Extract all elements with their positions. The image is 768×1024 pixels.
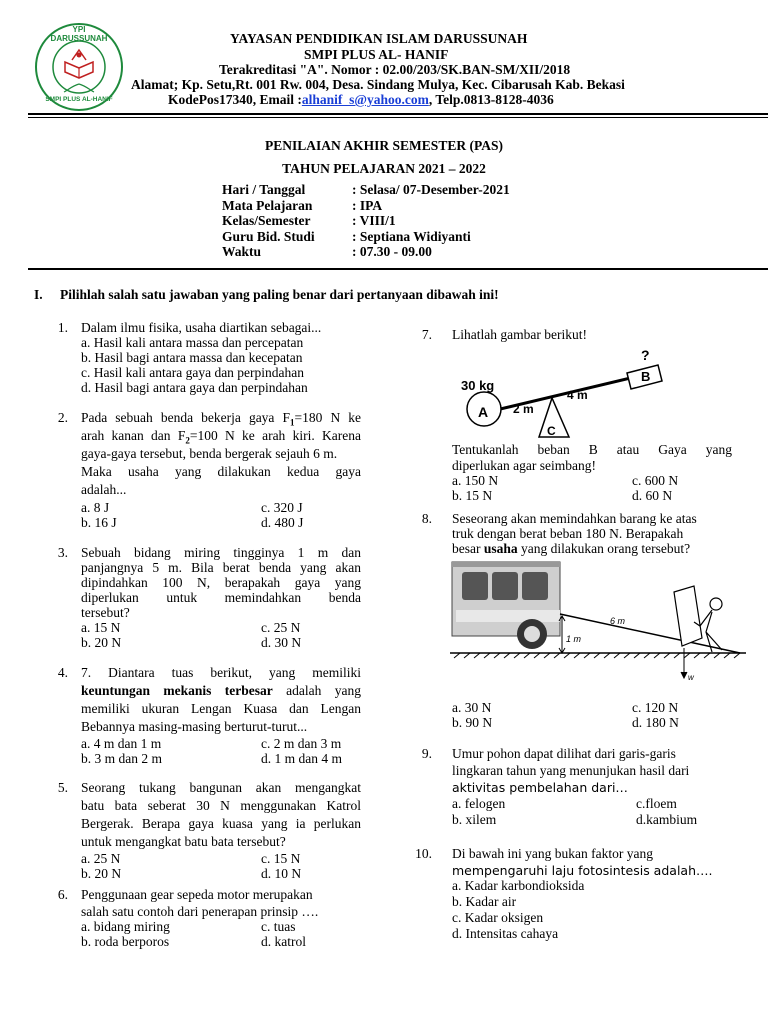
option-c[interactable]: c. Kadar oksigen (452, 910, 544, 925)
option-b[interactable]: b. xilem (452, 812, 497, 827)
option-c[interactable]: c. 600 N (632, 473, 679, 488)
school-address: Alamat; Kp. Setu,Rt. 001 Rw. 004, Desa. Sindang Mulya, Kec. Cibarusah Kab. Bekasi (131, 77, 625, 92)
option-a[interactable]: a. Hasil kali antara massa dan percepatan (81, 335, 304, 350)
question-number: 4. (57, 665, 68, 680)
option-a[interactable]: a. 150 N (452, 473, 499, 488)
option-b[interactable]: b. 20 N (81, 635, 122, 650)
logo-top-text: YPI DARUSSUNAH (50, 25, 108, 43)
option-d[interactable]: d. 10 N (261, 866, 302, 881)
fig-question-mark: ? (641, 347, 650, 363)
info-label-subject: Mata Pelajaran (222, 197, 313, 213)
info-divider (28, 268, 768, 270)
option-b[interactable]: b. 90 N (452, 715, 493, 730)
question-text-line: Seseorang akan memindahkan barang ke atas (452, 511, 697, 526)
option-c[interactable]: c. 120 N (632, 700, 679, 715)
exam-info-labels (222, 182, 315, 260)
option-c[interactable]: c. tuas (261, 919, 296, 934)
option-b[interactable]: b. 16 J (81, 515, 117, 530)
option-c[interactable]: c. Hasil kali antara gaya dan perpindahan (81, 365, 305, 380)
option-c[interactable]: c.floem (636, 796, 677, 811)
header-divider (28, 113, 768, 115)
option-a[interactable]: a. felogen (452, 796, 506, 811)
info-label-class: Kelas/Semester (222, 213, 311, 228)
school-contact (168, 92, 554, 108)
question-1 (48, 320, 363, 400)
question-text-line: untuk mengangkat batu bata tersebut? (81, 834, 286, 849)
fig-2m-label: 2 m (513, 402, 534, 416)
info-value-class: : VIII/1 (352, 213, 396, 228)
question-text-line: adalah... (81, 482, 127, 497)
option-c[interactable]: c. 25 N (261, 620, 301, 635)
info-value-time: : 07.30 - 09.00 (352, 244, 432, 259)
question-text-line: Pada sebuah benda bekerja gaya $F_1=180$ N ke (81, 410, 361, 428)
question-text-line: diperlukan untuk memindahkan benda (81, 590, 361, 605)
lever-diagram (455, 343, 675, 443)
question-text-line: tersebut? (81, 605, 130, 620)
option-d[interactable]: d. 1 m dan 4 m (261, 751, 342, 766)
option-b[interactable]: b. 3 m dan 2 m (81, 751, 162, 766)
option-a[interactable]: a. 30 N (452, 700, 492, 715)
question-number: 9. (421, 746, 432, 761)
question-5 (48, 780, 363, 880)
question-text: Dalam ilmu fisika, usaha diartikan sebagai... (81, 320, 322, 335)
question-8-options (412, 700, 742, 732)
question-7-body (412, 442, 742, 507)
question-text-line: arah kanan dan $F_2=100$ N ke arah kiri. Karena (81, 428, 361, 446)
option-c[interactable]: c. 2 m dan 3 m (261, 736, 342, 751)
question-text-line: besar usaha yang dilakukan orang tersebut? (452, 541, 691, 556)
fig-mass-label: 30 kg (461, 378, 495, 393)
question-text-line: salah satu contoh dari penerapan prinsip …. (81, 904, 319, 919)
option-b[interactable]: b. 15 N (452, 488, 493, 503)
option-d[interactable]: d. 30 N (261, 635, 302, 650)
question-number: 6. (57, 887, 68, 902)
option-a[interactable]: a. 15 N (81, 620, 121, 635)
option-d[interactable]: d. 60 N (632, 488, 673, 503)
question-number: 1. (57, 320, 68, 335)
question-text-line: keuntungan mekanis terbesar adalah yang (81, 683, 361, 698)
truck-ramp-diagram (450, 560, 750, 690)
option-c[interactable]: c. 15 N (261, 851, 301, 866)
fig-1m-label: 1 m (566, 634, 582, 644)
exam-year: TAHUN PELAJARAN 2021 – 2022 (282, 161, 486, 176)
question-text-line: 7. Diantara tuas berikut, yang memiliki (81, 665, 361, 680)
section-number: I. (34, 287, 43, 302)
logo-bottom-text: SMPI PLUS AL-HANIF (45, 96, 113, 103)
option-b[interactable]: b. Kadar air (452, 894, 517, 909)
option-d[interactable]: d.kambium (636, 812, 698, 827)
fig-b-label: B (641, 369, 651, 384)
school-name: SMPI PLUS AL- HANIF (304, 47, 449, 62)
question-text-line: lingkaran tahun yang menunjukan hasil dari (452, 763, 690, 778)
info-label-date: Hari / Tanggal (222, 182, 306, 197)
info-value-date: : Selasa/ 07-Desember-2021 (352, 182, 510, 197)
exam-title: PENILAIAN AKHIR SEMESTER (PAS) (265, 138, 503, 153)
accreditation: Terakreditasi "A". Nomor : 02.00/203/SK.BAN-SM/XII/2018 (219, 62, 571, 77)
question-6 (48, 887, 363, 952)
option-d[interactable]: d. 180 N (632, 715, 679, 730)
question-text-line: dipindahkan 100 N, berapakah gaya yang (81, 575, 361, 590)
exam-info-values (352, 182, 510, 260)
option-c[interactable]: c. 320 J (261, 500, 303, 515)
contact-suffix: , Telp.0813-8128-4036 (428, 92, 554, 107)
option-b[interactable]: b. Hasil bagi antara massa dan kecepatan (81, 350, 303, 365)
option-d[interactable]: d. 480 J (261, 515, 304, 530)
question-8 (412, 511, 742, 561)
question-text-line: diperlukan agar seimbang! (452, 458, 596, 473)
question-number: 2. (57, 410, 68, 425)
question-text-line: Bebannya masing-masing berturut-turut... (81, 719, 308, 734)
question-text-line: Di bawah ini yang bukan faktor yang (452, 846, 653, 861)
contact-prefix: KodePos17340, Email : (168, 92, 302, 107)
question-text-line: Penggunaan gear sepeda motor merupakan (81, 887, 313, 902)
info-label-teacher: Guru Bid. Studi (222, 228, 315, 244)
question-text-line: truk dengan berat beban 180 N. Berapakah (452, 526, 684, 541)
question-4 (48, 665, 363, 770)
option-a[interactable]: a. 4 m dan 1 m (81, 736, 162, 751)
header-divider-thin (28, 117, 768, 118)
fig-c-label: C (547, 424, 556, 438)
question-text-line: Seorang tukang bangunan akan mengangkat (81, 780, 361, 795)
info-value-subject: : IPA (352, 197, 383, 213)
info-label-time: Waktu (222, 244, 262, 259)
option-a[interactable]: a. 25 N (81, 851, 121, 866)
question-text-line: Tentukanlah beban B atau Gaya yang (452, 442, 732, 457)
question-2 (48, 410, 363, 530)
option-d[interactable]: d. Intensitas cahaya (452, 926, 559, 941)
option-b[interactable]: b. 20 N (81, 866, 122, 881)
fig-6m-label: 6 m (610, 616, 626, 626)
question-text-line: mempengaruhi laju fotosintesis adalah…. (452, 863, 713, 878)
option-d[interactable]: d. katrol (261, 934, 306, 949)
option-d[interactable]: d. Hasil bagi antara gaya dan perpindahan (81, 380, 308, 395)
question-text-line: batu bata seberat 30 N menggunakan Katrol (81, 798, 361, 813)
question-9 (412, 746, 742, 826)
question-text-line: Umur pohon dapat dilihat dari garis-garis (452, 746, 676, 761)
foundation-name: YAYASAN PENDIDIKAN ISLAM DARUSSUNAH (230, 31, 528, 46)
question-text: Lihatlah gambar berikut! (452, 327, 587, 342)
question-number: 5. (57, 780, 68, 795)
email-link[interactable]: alhanif_s@yahoo.com (301, 92, 429, 107)
fig-a-label: A (478, 404, 489, 420)
question-text-line: aktivitas pembelahan dari… (452, 780, 628, 795)
question-text-line: Sebuah bidang miring tingginya 1 m dan (81, 545, 361, 560)
question-10 (412, 846, 742, 946)
option-b[interactable]: b. roda berporos (81, 934, 170, 949)
question-number: 7. (421, 327, 432, 342)
question-text-line: Maka usaha yang dilakukan kedua gaya (81, 464, 361, 479)
question-number: 10. (415, 846, 432, 861)
question-text-line: Bergerak. Berapa gaya kuasa yang ia perlukan (81, 816, 361, 831)
info-value-teacher: : Septiana Widiyanti (352, 228, 471, 244)
fig-w-label: w (688, 673, 694, 682)
option-a[interactable]: a. 8 J (81, 500, 110, 515)
question-3 (48, 545, 363, 655)
fig-4m-label: 4 m (567, 388, 588, 402)
question-text-line: panjangnya 5 m. Bila berat benda yang akan (81, 560, 361, 575)
question-number: 8. (421, 511, 432, 526)
section-instruction: Pilihlah salah satu jawaban yang paling benar dari pertanyaan dibawah ini! (60, 287, 499, 302)
question-text-line: memiliki ukuran Lengan Kuasa dan Lengan (81, 701, 361, 716)
question-number: 3. (57, 545, 68, 560)
question-text-line: gaya-gaya tersebut, benda bergerak sejauh 6 m. (81, 446, 338, 461)
option-a[interactable]: a. bidang miring (81, 919, 170, 934)
option-a[interactable]: a. Kadar karbondioksida (452, 878, 585, 893)
